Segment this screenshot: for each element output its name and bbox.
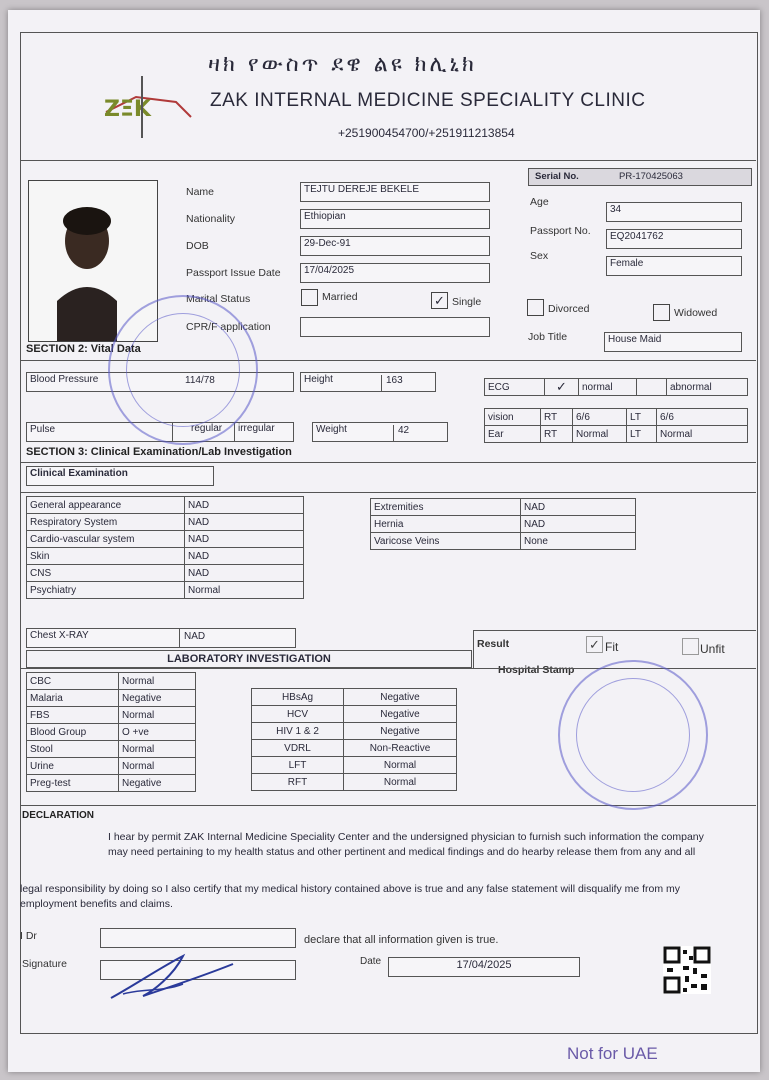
- bp-value: 114/78: [185, 375, 215, 386]
- lab-serology-row: [252, 740, 457, 757]
- declaration-title: DECLARATION: [22, 810, 95, 821]
- vision-label: vision: [485, 409, 541, 426]
- lab-serology-row: [252, 689, 457, 706]
- vision-rt-value: 6/6: [573, 409, 627, 426]
- lab-serology-label: VDRL: [252, 740, 344, 757]
- clinical-exam-extra-value: None: [521, 533, 636, 550]
- sex-field[interactable]: Female: [606, 256, 742, 276]
- lab-right-table: [251, 688, 457, 791]
- weight-label: Weight: [316, 424, 347, 435]
- fit-label: Fit: [605, 640, 619, 654]
- weight-row: [312, 422, 448, 442]
- passport-no-field[interactable]: EQ2041762: [606, 229, 742, 249]
- job-title-label: Job Title: [528, 331, 568, 343]
- marital-status-label: Marital Status: [186, 293, 251, 305]
- clinical-exam-value: NAD: [185, 514, 304, 531]
- svg-text:ZΞK: ZΞK: [104, 97, 151, 122]
- clinical-exam-value: NAD: [185, 497, 304, 514]
- clinical-exam-right-table: [370, 498, 636, 550]
- married-label: Married: [322, 291, 358, 303]
- name-label: Name: [186, 186, 215, 198]
- nationality-label: Nationality: [186, 213, 236, 225]
- clinical-exam-extra-row: [371, 533, 636, 550]
- name-field[interactable]: TEJTU DEREJE BEKELE: [300, 182, 490, 202]
- clinical-exam-label: Cardio-vascular system: [27, 531, 185, 548]
- lab-test-label: Malaria: [27, 690, 119, 707]
- divorced-checkbox[interactable]: [527, 299, 544, 316]
- lab-test-row: [27, 741, 196, 758]
- lab-test-value: Normal: [119, 707, 196, 724]
- clinical-exam-extra-label: Hernia: [371, 516, 521, 533]
- pulse-irregular[interactable]: irregular: [234, 423, 275, 441]
- height-label: Height: [304, 374, 333, 385]
- lab-test-row: [27, 690, 196, 707]
- fit-checkbox[interactable]: ✓: [586, 636, 603, 653]
- lab-serology-row: [252, 774, 457, 791]
- lab-test-label: Preg-test: [27, 775, 119, 792]
- clinic-name: ZAK INTERNAL MEDICINE SPECIALITY CLINIC: [210, 90, 646, 111]
- lab-serology-label: LFT: [252, 757, 344, 774]
- medical-form-sheet: [8, 10, 760, 1072]
- ear-rt-value: Normal: [573, 426, 627, 443]
- ear-label: Ear: [485, 426, 541, 443]
- lab-serology-label: HCV: [252, 706, 344, 723]
- lab-serology-label: HBsAg: [252, 689, 344, 706]
- lab-test-row: [27, 758, 196, 775]
- clinical-exam-row: [27, 565, 304, 582]
- clinic-amharic-name: ዛክ የውስጥ ደዌ ልዩ ክሊኒክ: [208, 52, 477, 77]
- cpr-label: CPR/F application: [186, 321, 271, 333]
- lab-investigation-title: LABORATORY INVESTIGATION: [26, 650, 472, 668]
- lab-test-row: [27, 724, 196, 741]
- hospital-stamp-label: Hospital Stamp: [498, 664, 575, 676]
- date-field[interactable]: 17/04/2025: [388, 957, 580, 977]
- serial-value: PR-170425063: [619, 171, 683, 182]
- vision-lt-label: LT: [627, 409, 657, 426]
- clinical-exam-label: Respiratory System: [27, 514, 185, 531]
- lab-serology-value: Negative: [344, 706, 457, 723]
- clinical-exam-left-table: [26, 496, 304, 599]
- serial-label: Serial No.: [535, 171, 579, 182]
- clinical-exam-row: [27, 497, 304, 514]
- lab-serology-value: Negative: [344, 689, 457, 706]
- sex-label: Sex: [530, 250, 549, 262]
- lab-test-label: Stool: [27, 741, 119, 758]
- pulse-regular[interactable]: regular: [172, 423, 234, 441]
- pulse-label: Pulse: [30, 424, 56, 435]
- chest-xray-label: Chest X-RAY: [30, 630, 89, 641]
- lab-serology-value: Non-Reactive: [344, 740, 457, 757]
- passport-issue-field[interactable]: 17/04/2025: [300, 263, 490, 283]
- serial-number-box: [528, 168, 752, 186]
- height-row: [300, 372, 436, 392]
- lab-serology-row: [252, 723, 457, 740]
- lab-serology-value: Normal: [344, 757, 457, 774]
- clinical-exam-label: CNS: [27, 565, 185, 582]
- lab-test-row: [27, 673, 196, 690]
- passport-no-label: Passport No.: [530, 225, 591, 237]
- declare-text: declare that all information given is true.: [304, 934, 499, 946]
- handwritten-signature: [103, 946, 243, 1006]
- clinical-exam-label: General appearance: [27, 497, 185, 514]
- clinical-exam-row: [27, 582, 304, 599]
- lab-test-row: [27, 707, 196, 724]
- ecg-normal-check[interactable]: ✓: [545, 379, 579, 396]
- dr-name-field[interactable]: [100, 928, 296, 948]
- clinical-exam-extra-row: [371, 499, 636, 516]
- lab-serology-label: HIV 1 & 2: [252, 723, 344, 740]
- lab-left-table: [26, 672, 196, 792]
- bp-label: Blood Pressure: [30, 374, 99, 385]
- unfit-label: Unfit: [700, 642, 725, 656]
- clinical-exam-label: Psychiatry: [27, 582, 185, 599]
- not-for-uae-note: Not for UAE: [567, 1044, 658, 1063]
- clinical-exam-value: NAD: [185, 565, 304, 582]
- lab-test-label: Urine: [27, 758, 119, 775]
- vision-rt-label: RT: [541, 409, 573, 426]
- lab-test-value: Normal: [119, 673, 196, 690]
- age-label: Age: [530, 196, 549, 208]
- vision-ear-table: [484, 408, 748, 443]
- dob-label: DOB: [186, 240, 209, 252]
- divorced-label: Divorced: [548, 303, 590, 315]
- clinical-exam-value: NAD: [185, 548, 304, 565]
- clinical-exam-row: [27, 514, 304, 531]
- married-checkbox[interactable]: [301, 289, 318, 306]
- vision-lt-value: 6/6: [657, 409, 748, 426]
- single-label: Single: [452, 296, 482, 308]
- ecg-abnormal-label: abnormal: [667, 379, 748, 396]
- dr-label: I Dr: [20, 930, 37, 942]
- lab-serology-row: [252, 757, 457, 774]
- lab-test-value: Normal: [119, 758, 196, 775]
- ear-lt-value: Normal: [657, 426, 748, 443]
- clinical-exam-extra-row: [371, 516, 636, 533]
- lab-serology-label: RFT: [252, 774, 344, 791]
- chest-xray-value: NAD: [179, 629, 209, 648]
- clinic-phones: +251900454700/+251911213854: [338, 126, 515, 140]
- height-value: 163: [381, 375, 403, 392]
- ecg-table: [484, 378, 748, 396]
- clinical-exam-value: NAD: [185, 531, 304, 548]
- job-title-field[interactable]: House Maid: [604, 332, 742, 352]
- lab-test-label: CBC: [27, 673, 119, 690]
- lab-test-label: Blood Group: [27, 724, 119, 741]
- unfit-checkbox[interactable]: [682, 638, 699, 655]
- lab-test-row: [27, 775, 196, 792]
- clinical-exam-extra-value: NAD: [521, 516, 636, 533]
- lab-test-value: O +ve: [119, 724, 196, 741]
- clinical-exam-extra-label: Extremities: [371, 499, 521, 516]
- clinical-exam-row: [27, 531, 304, 548]
- clinical-exam-row: [27, 548, 304, 565]
- ecg-label: ECG: [485, 379, 545, 396]
- weight-value: 42: [393, 425, 409, 442]
- section-2-title: SECTION 2: Vital Data: [26, 343, 141, 355]
- nationality-field[interactable]: Ethiopian: [300, 209, 490, 229]
- chest-xray-row: [26, 628, 296, 648]
- cpr-field[interactable]: [300, 317, 490, 337]
- clinical-exam-value: Normal: [185, 582, 304, 599]
- lab-serology-value: Normal: [344, 774, 457, 791]
- clinical-exam-subtitle: Clinical Examination: [26, 466, 214, 486]
- ear-rt-label: RT: [541, 426, 573, 443]
- ear-lt-label: LT: [627, 426, 657, 443]
- dob-field[interactable]: 29-Dec-91: [300, 236, 490, 256]
- lab-test-value: Negative: [119, 775, 196, 792]
- declaration-paragraph-1: I hear by permit ZAK Internal Medicine Speciality Center and the undersigned physician to furnish such information the company may need pertaining to my health status and other pertinent and medical findings and do hearby release them from any and all: [108, 831, 704, 858]
- lab-test-label: FBS: [27, 707, 119, 724]
- age-field[interactable]: 34: [606, 202, 742, 222]
- ecg-normal-label: normal: [579, 379, 637, 396]
- signature-label: Signature: [22, 958, 67, 970]
- clinical-exam-extra-label: Varicose Veins: [371, 533, 521, 550]
- date-label: Date: [360, 956, 382, 967]
- section-3-title: SECTION 3: Clinical Examination/Lab Investigation: [26, 446, 292, 458]
- clinical-exam-extra-value: NAD: [521, 499, 636, 516]
- widowed-label: Widowed: [674, 307, 718, 319]
- clinical-exam-label: Skin: [27, 548, 185, 565]
- single-checkbox[interactable]: ✓: [431, 292, 448, 309]
- clinic-logo: [96, 72, 196, 142]
- lab-serology-value: Negative: [344, 723, 457, 740]
- declaration-paragraph-2: legal responsibility by doing so I also certify that my medical history contained above is true and any false statement will disqualify me from my employment benefits and claims.: [20, 883, 681, 910]
- result-label: Result: [477, 638, 510, 650]
- widowed-checkbox[interactable]: [653, 304, 670, 321]
- passport-issue-label: Passport Issue Date: [186, 267, 281, 279]
- lab-serology-row: [252, 706, 457, 723]
- lab-test-value: Normal: [119, 741, 196, 758]
- qr-code-icon: [663, 946, 711, 994]
- lab-test-value: Negative: [119, 690, 196, 707]
